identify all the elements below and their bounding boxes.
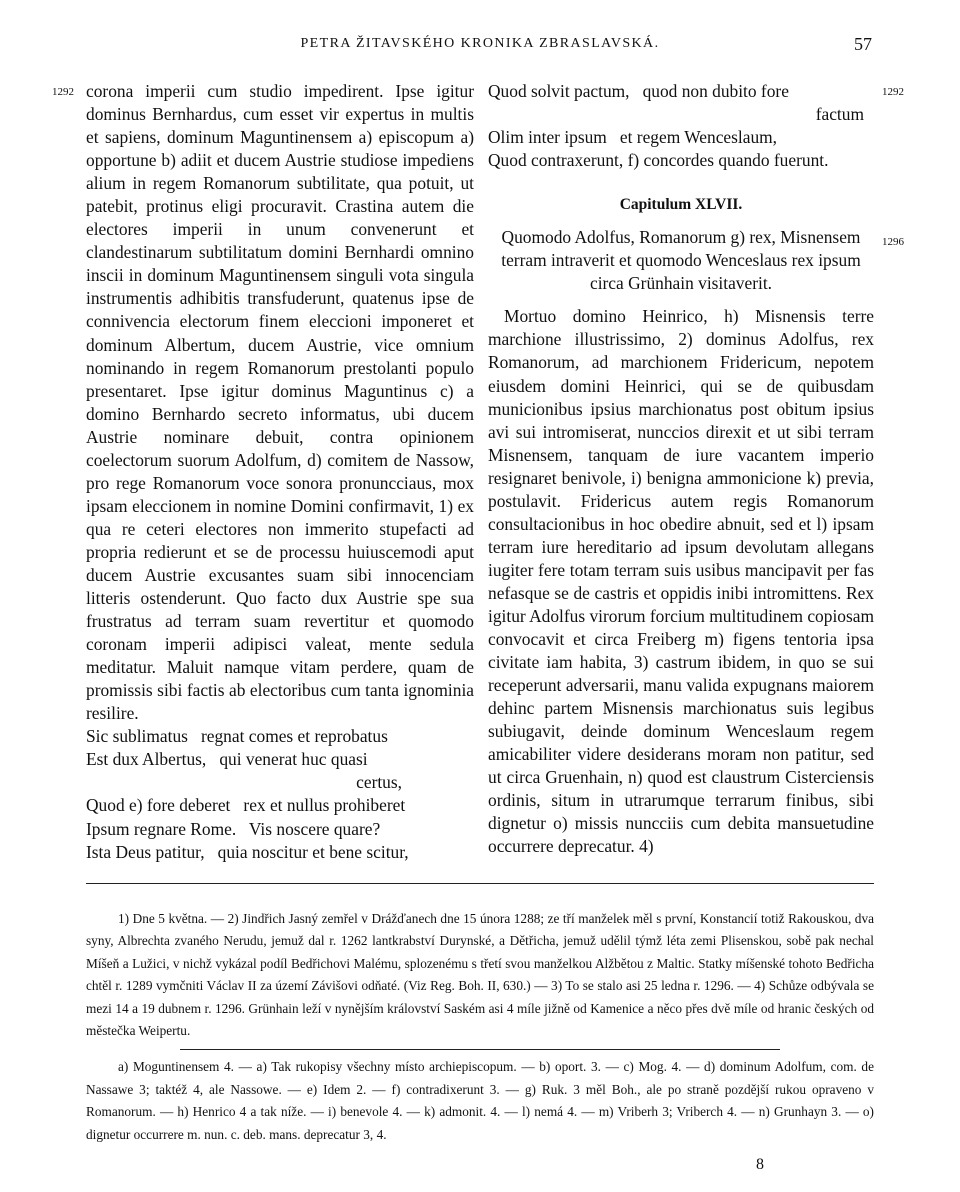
left-verse	[86, 725, 474, 863]
chapter-heading: Capitulum XLVII.	[619, 196, 743, 214]
right-verse	[488, 80, 874, 172]
margin-year-left: 1292	[52, 86, 74, 98]
page-number: 57	[854, 34, 872, 54]
verse-line: Ista Deus patitur, quia noscitur et bene scitur,	[86, 841, 409, 862]
verse-line: Olim inter ipsum et regem Wenceslaum,	[488, 127, 778, 148]
page-header	[0, 36, 960, 60]
margin-year-right-1296: 1296	[882, 236, 904, 248]
right-column	[488, 80, 874, 859]
chapter-summary: Quomodo Adolfus, Romanorum g) rex, Misnensem terram intraverit et quomodo Wenceslaus rex ipsum circa Grünhain visitaverit.	[501, 227, 861, 294]
left-column	[86, 80, 474, 864]
running-title: PETRA ŽITAVSKÉHO KRONIKA ZBRASLAVSKÁ.	[300, 36, 660, 51]
verse-line: Quod e) fore deberet rex et nullus prohiberet	[86, 795, 406, 816]
verse-line: factum	[815, 104, 864, 125]
verse-line: certus,	[356, 772, 402, 793]
lettered-footnotes: a) Moguntinensem 4. — a) Tak rukopisy všechny místo archiepiscopum. — b) oport. 3. — c) Mog. 4. — d) dominum Adolfum, com. de Nassawe 3; taktéž 4, ale Nassowe. — e) Idem 2. — f) contradixerunt 3. — g) Ruk. 3 měl Boh., ale po straně pozdější rukou opraveno v Romanorum. — h) Henrico 4 a tak níže. — i) benevole 4. — k) admonit. 4. — l) nemá 4. — m) Vriberh 3; Vriberch 4. — n) Grunhayn 3. — o) dignetur occurrere m. nun. c. deb. mans. deprecatur 3, 4.	[86, 1059, 874, 1142]
verse-line: Ipsum regnare Rome. Vis noscere quare?	[86, 818, 381, 839]
margin-year-right: 1292	[882, 86, 904, 98]
right-paragraph: Mortuo domino Heinrico, h) Misnensis terre marchione illustrissimo, 2) dominus Adolfus, rex Romanorum, ad marchionem Fridericum, nepotem eiusdem domini Heinrici, qui se de quibusdam municionibus ipsius marchionatus post obitum ipsius avi sui intromiserat, nunccios direxit et ut sibi terram Misnensem, tanquam de iure vacantem imperio resignaret benivole, i) benigna ammonicione k) previa, postulavit. Fridericus autem regis Romanorum consultacionibus in hoc obedire abnuit, sed et l) ipsam terram iure hereditario ad ipsum devolutam allegans iugiter fere totam terram suis usibus mancipavit per fas nefasque se de castris et oppidis inibi intromittens. Rex igitur Adolfus virorum forcium multitudinem copiosam convocavit et circa Freiberg m) figens tentoria ipsa civitate iam habita, 3) castrum ibidem, in quo se sui receperunt adversarii, manu valida expugnans maiorem dehinc partem Misnensis marchionatus suis legibus subiugavit, deinde dominum Wenceslaum regem amicabiliter videre desiderans moram non patitur, sed ut circa Gruenhain, n) quod est claustrum Cisterciensis ordinis, situm in utrarumque terrarum finibus, sibi dignetur o) missis nuncciis cum debita mansuetudine occurrere deprecatur. 4)	[488, 306, 874, 857]
verse-line: Est dux Albertus, qui venerat huc quasi	[86, 749, 368, 770]
verse-line: Quod solvit pactum, quod non dubito fore	[488, 81, 789, 101]
numbered-footnotes: 1) Dne 5 května. — 2) Jindřich Jasný zemřel v Drážďanech dne 15 února 1288; ze tří manželek měl s první, Konstancií totiž Rakouskou, dva syny, Albrechta zvaného Nerudu, jemuž dal r. 1262 lantkrabství Durynské, a Dětřicha, jemuž udělil týmž léta zemi Plisenskou, sobě pak nechal Míšeň a Lužici, v nichž vykázal podíl Bedřichovi Malému, splozenému s třetí svou manželkou Alžbětou z Maltic. Statky míšenské tohoto Bedřicha chtěl r. 1289 vymčniti Václav II za území Závišovi odňaté. (Viz Reg. Boh. II, 630.) — 3) To se stalo asi 25 ledna r. 1296. — 4) Schůze odbývala se mezi 14 a 19 dubnem r. 1296. Grünhain leží v nynějším království Saském asi 4 míle jižně od Kamenice a něco přes dvě míle od hranic českých od městečka Weipertu.	[86, 911, 874, 1039]
footnotes	[86, 908, 874, 1146]
signature-mark: 8	[756, 1156, 764, 1173]
left-paragraph: corona imperii cum studio impedirent. Ipse igitur dominus Bernhardus, cum esset vir expertus in multis et sapiens, dominum Maguntinensem a) episcopum a) opportune b) adiit et ducem Austrie studiose impediens alium in regem Romanorum subtilitate, qua potuit, ut patebit, protinus eligi procuravit. Crastina autem die electores imperii in unum convenerunt et clandestinarum subtilitatum domini Bernhardi omnino inscii in dominum Maguntinensem singuli vota singula instrumentis adhibitis transfuderunt, quatenus ipse de connivencia electorum finem eleccioni imponeret et dominum Albertum, ducem Austrie, vice omnium nominando in regem Romanorum prestolanti populo presentaret. Ipse igitur dominus Maguntinus c) a domino Bernhardo secreto informatus, ubi ducem Austrie nominare debuit, contra opinionem coelectorum suorum Adolfum, d) comitem de Nassow, pro rege Romanorum voce sonora pronuncciaus, mox ipsam eleccionem in nomine Domini confirmavit, 1) ex qua re ceteri electores non immerito stupefacti ad propria redierunt et se de processu huiuscemodi aput ducem Austrie excusantes suam sibi innocenciam litteris ostenderunt. Quo facto dux Austrie spe sua frustratus ad terram suam revertitur et quomodo coronam imperii adipisci valeat, mente sedula meditatur. Maluit namque vitam perdere, quam de promissis sibi factis ab electoribus cum tanta ignominia resilire.	[86, 81, 474, 724]
verse-line: Sic sublimatus regnat comes et reprobatus	[86, 726, 388, 747]
footnote-divider	[180, 1049, 780, 1050]
verse-line: Quod contraxerunt, f) concordes quando fuerunt.	[488, 150, 829, 171]
footnote-rule	[86, 883, 874, 884]
